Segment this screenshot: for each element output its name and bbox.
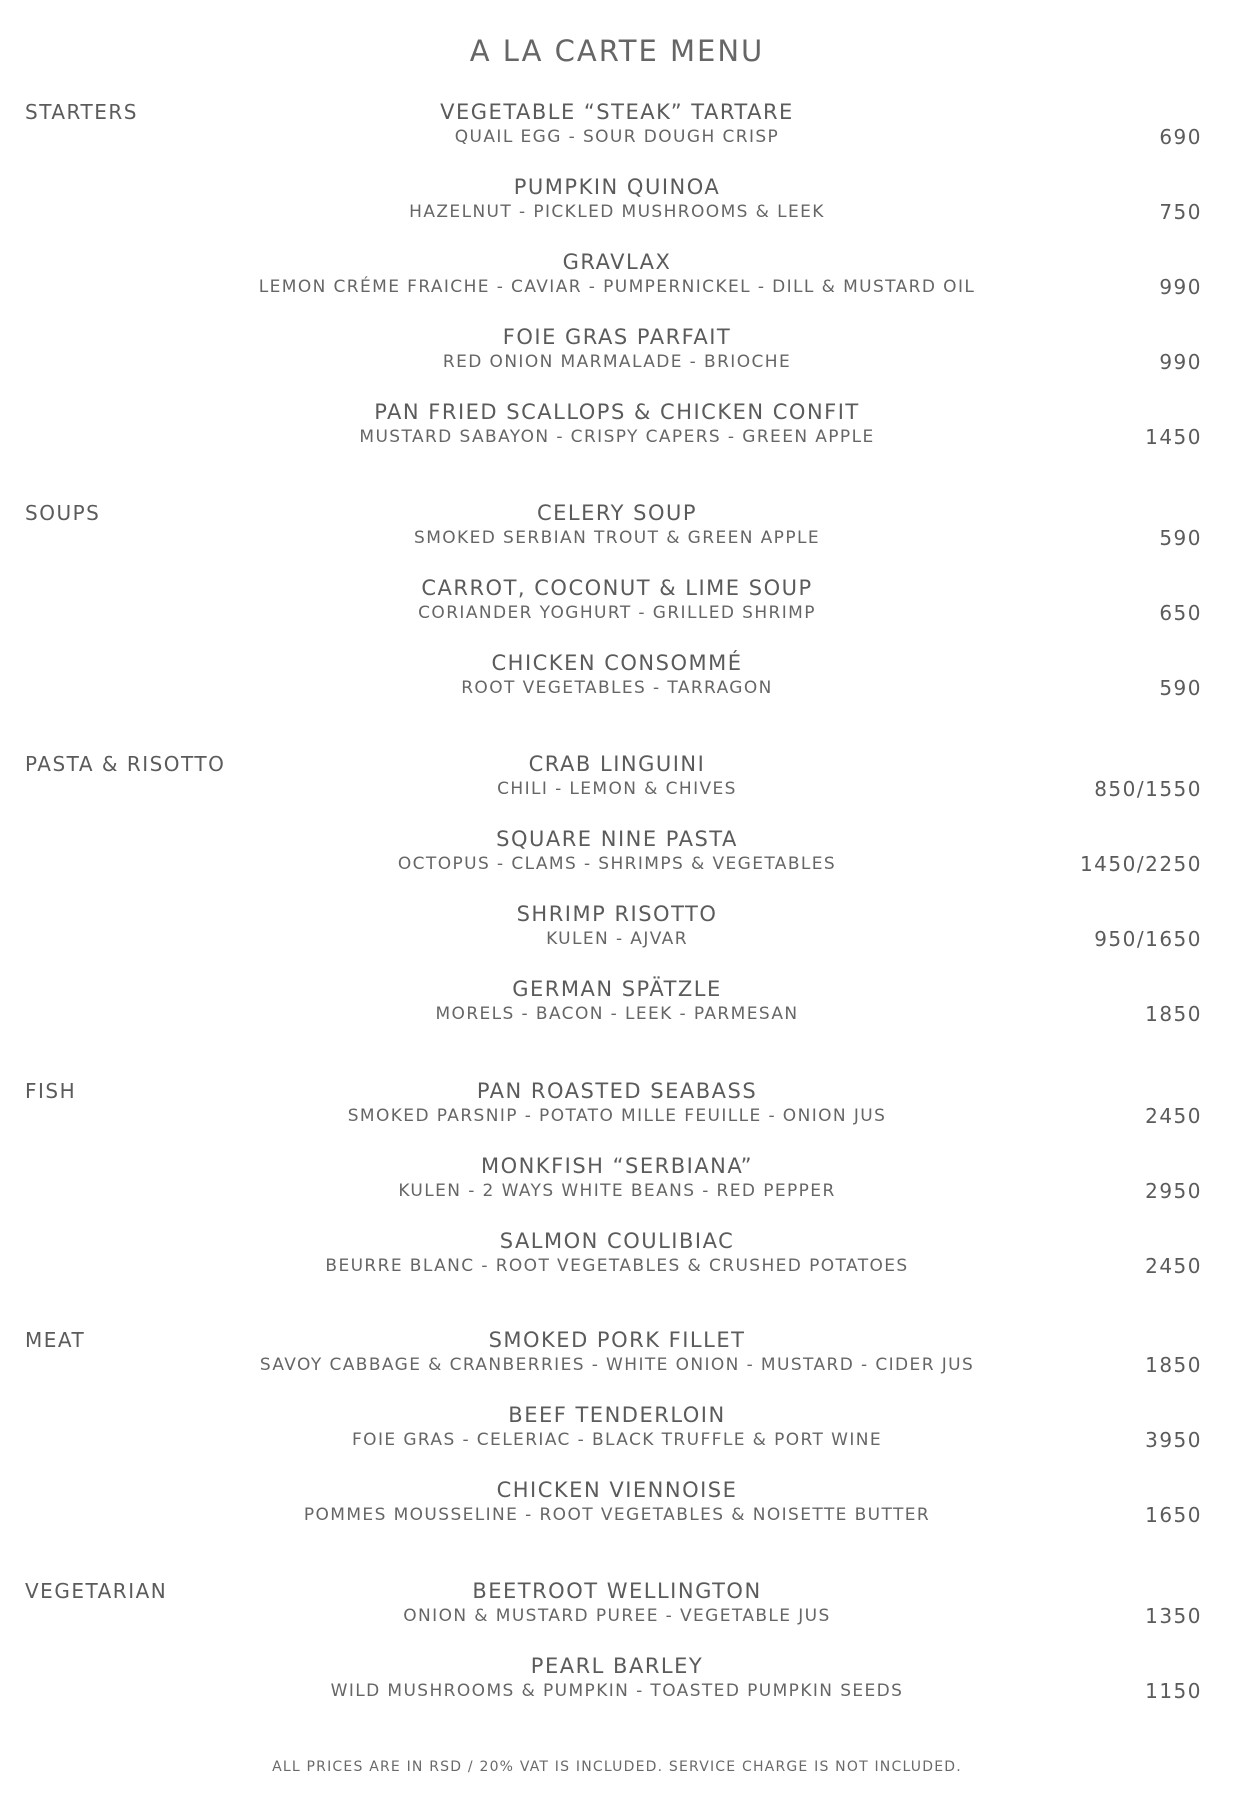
item-description: HAZELNUT - PICKLED MUSHROOMS & LEEK <box>409 202 825 222</box>
menu-item <box>0 576 1234 651</box>
item-name: PAN ROASTED SEABASS <box>476 1079 758 1103</box>
menu-item <box>0 1654 1234 1729</box>
item-price: 850/1550 <box>1094 777 1202 801</box>
section-title: SOUPS <box>25 501 101 525</box>
section-title: FISH <box>25 1079 77 1103</box>
item-description: SAVOY CABBAGE & CRANBERRIES - WHITE ONION - MUSTARD - CIDER JUS <box>259 1355 975 1375</box>
menu-title: A LA CARTE MENU <box>469 34 765 68</box>
item-name: CARROT, COCONUT & LIME SOUP <box>421 576 813 600</box>
item-description: CHILI - LEMON & CHIVES <box>497 779 737 799</box>
section-meat <box>0 1328 1234 1553</box>
menu-item <box>0 1154 1234 1229</box>
item-price: 1850 <box>1145 1002 1202 1026</box>
item-description: CORIANDER YOGHURT - GRILLED SHRIMP <box>418 603 816 623</box>
item-price: 1150 <box>1145 1679 1202 1703</box>
item-description: MORELS - BACON - LEEK - PARMESAN <box>435 1004 799 1024</box>
footer-note: ALL PRICES ARE IN RSD / 20% VAT IS INCLUDED. SERVICE CHARGE IS NOT INCLUDED. <box>272 1759 962 1775</box>
menu-item <box>0 325 1234 400</box>
section-soups <box>0 501 1234 726</box>
item-name: VEGETABLE “STEAK” TARTARE <box>440 100 794 124</box>
item-price: 3950 <box>1145 1428 1202 1452</box>
item-price: 1450/2250 <box>1079 852 1202 876</box>
item-price: 990 <box>1159 350 1202 374</box>
menu-item <box>0 175 1234 250</box>
item-name: SQUARE NINE PASTA <box>496 827 738 851</box>
item-description: FOIE GRAS - CELERIAC - BLACK TRUFFLE & PORT WINE <box>352 1430 882 1450</box>
section-title: VEGETARIAN <box>25 1579 168 1603</box>
menu-item <box>0 250 1234 325</box>
item-name: CHICKEN VIENNOISE <box>496 1478 738 1502</box>
item-description: WILD MUSHROOMS & PUMPKIN - TOASTED PUMPKIN SEEDS <box>330 1681 904 1701</box>
item-name: CHICKEN CONSOMMÉ <box>491 651 743 675</box>
item-description: OCTOPUS - CLAMS - SHRIMPS & VEGETABLES <box>397 854 837 874</box>
item-description: KULEN - AJVAR <box>546 929 688 949</box>
section-title: PASTA & RISOTTO <box>25 752 226 776</box>
menu-item <box>0 1328 1234 1403</box>
section-vegetarian <box>0 1579 1234 1729</box>
item-name: CELERY SOUP <box>536 501 698 525</box>
menu-item <box>0 1079 1234 1154</box>
item-description: LEMON CRÉME FRAICHE - CAVIAR - PUMPERNICKEL - DILL & MUSTARD OIL <box>258 277 976 297</box>
menu-item <box>0 977 1234 1052</box>
item-description: BEURRE BLANC - ROOT VEGETABLES & CRUSHED POTATOES <box>325 1256 909 1276</box>
item-price: 950/1650 <box>1094 927 1202 951</box>
item-price: 750 <box>1159 200 1202 224</box>
item-description: RED ONION MARMALADE - BRIOCHE <box>442 352 792 372</box>
item-description: ONION & MUSTARD PUREE - VEGETABLE JUS <box>403 1606 831 1626</box>
menu-item <box>0 1579 1234 1654</box>
item-price: 1850 <box>1145 1353 1202 1377</box>
item-name: SHRIMP RISOTTO <box>516 902 718 926</box>
item-name: BEEF TENDERLOIN <box>508 1403 726 1427</box>
menu-item <box>0 1229 1234 1304</box>
item-name: GERMAN SPÄTZLE <box>512 977 722 1001</box>
item-name: MONKFISH “SERBIANA” <box>480 1154 754 1178</box>
item-price: 1350 <box>1145 1604 1202 1628</box>
item-name: SMOKED PORK FILLET <box>488 1328 746 1352</box>
item-price: 690 <box>1159 125 1202 149</box>
item-description: ROOT VEGETABLES - TARRAGON <box>461 678 773 698</box>
item-description: POMMES MOUSSELINE - ROOT VEGETABLES & NOISETTE BUTTER <box>303 1505 931 1525</box>
menu-item <box>0 1478 1234 1553</box>
item-price: 2450 <box>1145 1104 1202 1128</box>
item-price: 990 <box>1159 275 1202 299</box>
section-title: STARTERS <box>25 100 138 124</box>
item-description: QUAIL EGG - SOUR DOUGH CRISP <box>454 127 780 147</box>
item-price: 2950 <box>1145 1179 1202 1203</box>
item-price: 590 <box>1159 526 1202 550</box>
item-name: FOIE GRAS PARFAIT <box>502 325 732 349</box>
item-price: 1450 <box>1145 425 1202 449</box>
menu-item <box>0 827 1234 902</box>
item-price: 1650 <box>1145 1503 1202 1527</box>
item-price: 2450 <box>1145 1254 1202 1278</box>
menu-item <box>0 752 1234 827</box>
item-name: PEARL BARLEY <box>530 1654 704 1678</box>
item-name: BEETROOT WELLINGTON <box>472 1579 762 1603</box>
menu-item <box>0 1403 1234 1478</box>
menu-item <box>0 400 1234 475</box>
item-name: GRAVLAX <box>562 250 672 274</box>
item-name: SALMON COULIBIAC <box>499 1229 735 1253</box>
item-description: KULEN - 2 WAYS WHITE BEANS - RED PEPPER <box>398 1181 836 1201</box>
item-description: SMOKED PARSNIP - POTATO MILLE FEUILLE - ONION JUS <box>347 1106 887 1126</box>
menu-item <box>0 100 1234 175</box>
item-name: CRAB LINGUINI <box>528 752 706 776</box>
section-fish <box>0 1079 1234 1304</box>
section-pasta-risotto <box>0 752 1234 1052</box>
item-description: MUSTARD SABAYON - CRISPY CAPERS - GREEN APPLE <box>359 427 875 447</box>
menu-item <box>0 902 1234 977</box>
section-starters <box>0 100 1234 475</box>
section-title: MEAT <box>25 1328 86 1352</box>
item-price: 590 <box>1159 676 1202 700</box>
menu-item <box>0 501 1234 576</box>
item-name: PUMPKIN QUINOA <box>513 175 721 199</box>
item-name: PAN FRIED SCALLOPS & CHICKEN CONFIT <box>374 400 860 424</box>
menu-item <box>0 651 1234 726</box>
item-price: 650 <box>1159 601 1202 625</box>
item-description: SMOKED SERBIAN TROUT & GREEN APPLE <box>414 528 820 548</box>
